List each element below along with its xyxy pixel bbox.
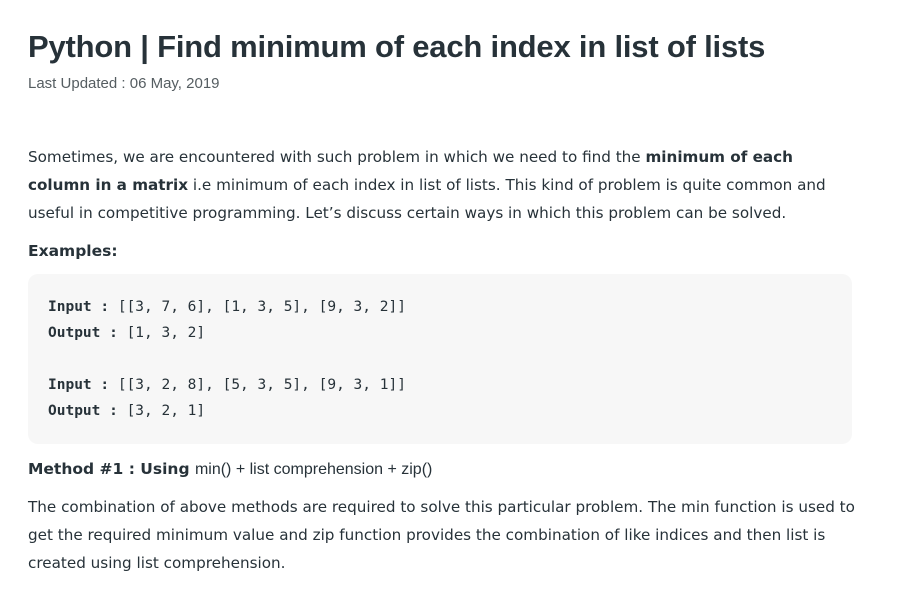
intro-paragraph (28, 143, 858, 227)
method-1-heading-code: min() + list comprehension + zip() (194, 461, 433, 478)
example-2-input-label: Input : (48, 377, 110, 393)
examples-heading: Examples: (28, 242, 118, 260)
example-1-output-line (48, 320, 832, 346)
method-1-heading (28, 456, 432, 483)
example-2-output-label: Output : (48, 403, 118, 419)
page-title: Python | Find minimum of each index in list of lists (28, 29, 766, 64)
method-1-heading-prefix: Method #1 : Using (28, 460, 195, 478)
example-1-input-value: [[3, 7, 6], [1, 3, 5], [9, 3, 2]] (109, 299, 406, 315)
method-1-description: The combination of above methods are required to solve this particular problem. The min function is used to get the required minimum value and zip function provides the combination of like indices and then list is created using list comprehension. (28, 498, 855, 572)
intro-text-part1: Sometimes, we are encountered with such problem in which we need to find the (28, 148, 646, 166)
example-1-output-value: [1, 3, 2] (117, 325, 206, 341)
last-updated-date: 06 May, 2019 (129, 75, 220, 92)
example-2-input-value: [[3, 2, 8], [5, 3, 5], [9, 3, 1]] (109, 377, 406, 393)
example-1-output-label: Output : (48, 325, 118, 341)
example-1-input-line (48, 294, 832, 320)
example-2-output-value: [3, 2, 1] (117, 403, 206, 419)
example-2-output-line (48, 398, 832, 424)
examples-code-block (28, 274, 852, 444)
intro-text-part2: i.e minimum of each index in list of lists. This kind of problem is quite common and useful in competitive programming. Let’s discuss certain ways in which this problem can be solved. (28, 176, 826, 222)
code-spacer (48, 346, 832, 372)
intro-bold-text: minimum of each column in a matrix (28, 148, 793, 194)
last-updated (28, 74, 884, 94)
last-updated-label: Last Updated : (28, 75, 130, 92)
example-1-input-label: Input : (48, 299, 110, 315)
example-2-input-line (48, 372, 832, 398)
